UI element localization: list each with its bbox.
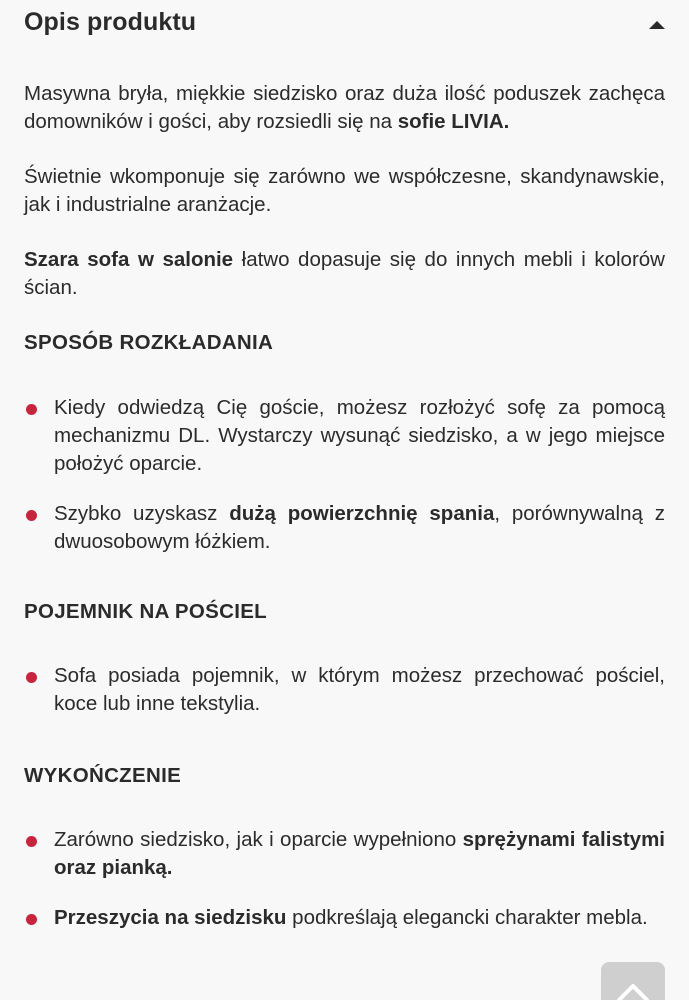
heading-pojemnik-na-posciel: POJEMNIK NA POŚCIEL xyxy=(24,600,268,623)
heading-wykonczenie: WYKOŃCZENIE xyxy=(24,764,182,787)
intro-paragraph-3: Szara sofa w salonie łatwo dopasuje się do innych mebli i kolorów ścian. xyxy=(24,248,665,299)
list-item: Kiedy odwiedzą Cię goście, możesz rozłożyć sofę za pomocą mechanizmu DL. Wystarczy wysunąć siedzisko, a w jego miejsce położyć oparcie. xyxy=(24,394,665,478)
pojemnik-list xyxy=(24,662,665,718)
chevron-up-icon xyxy=(613,976,653,1000)
list-item: Przeszycia na siedzisku podkreślają elegancki charakter mebla. xyxy=(24,904,665,932)
sposob-list xyxy=(24,394,665,556)
section-title: Opis produktu xyxy=(24,8,197,36)
product-name: sofie LIVIA. xyxy=(397,110,510,133)
product-description xyxy=(24,80,665,954)
list-item: Zarówno siedzisko, jak i oparcie wypełniono sprężynami falistymi oraz pianką. xyxy=(24,826,665,882)
bullet-dot-icon xyxy=(26,404,37,415)
wykonczenie-list xyxy=(24,826,665,932)
section-header[interactable] xyxy=(0,0,689,52)
list-item: Sofa posiada pojemnik, w którym możesz przechować pościel, koce lub inne tekstylia. xyxy=(24,662,665,718)
caret-up-icon xyxy=(644,12,670,38)
bullet-dot-icon xyxy=(26,672,37,683)
collapse-toggle-button[interactable] xyxy=(644,12,670,38)
bullet-dot-icon xyxy=(26,836,37,847)
heading-sposob-rozkladania: SPOSÓB ROZKŁADANIA xyxy=(24,331,274,354)
intro-paragraph-2: Świetnie wkomponuje się zarówno we współczesne, skandynawskie, jak i industrialne aranżacje. xyxy=(24,165,665,216)
intro-paragraph-1: Masywna bryła, miękkie siedzisko oraz duża ilość poduszek zachęca domowników i gości, aby rozsiedli się na sofie LIVIA. xyxy=(24,82,665,133)
bullet-dot-icon xyxy=(26,914,37,925)
bullet-dot-icon xyxy=(26,510,37,521)
list-item: Szybko uzyskasz dużą powierzchnię spania, porównywalną z dwuosobowym łóżkiem. xyxy=(24,500,665,556)
scroll-to-top-button[interactable] xyxy=(601,962,665,1000)
